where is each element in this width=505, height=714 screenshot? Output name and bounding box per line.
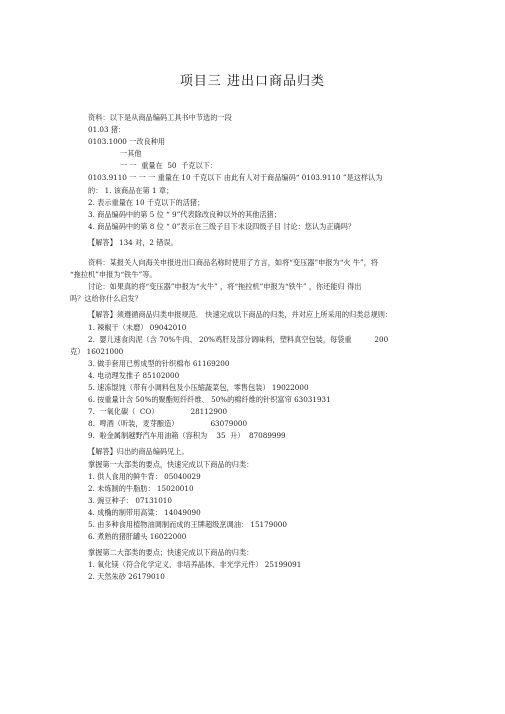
list-item: 2. 婴儿速食肉泥（含 70%牛肉、 20%鸡肝及部分调味料，塑料真空包装，每袋重 200 <box>88 334 389 344</box>
text-line: 掌握第二大部类的要点；快速完成以下商品的归类： <box>88 548 254 558</box>
text-line: 2. 表示重量在 10 千克以下的活猪； <box>88 197 205 207</box>
text-line: “拖拉机”申报为“铁牛”等。 <box>70 270 157 280</box>
text-line: 吗？这给你什么启发？ <box>70 294 142 304</box>
list-item: 9. 啦金属制越野汽车用油箱（容积为 35 升） 87089999 <box>88 431 286 441</box>
text-line: 0103.1000 一改良种用 <box>88 137 166 147</box>
list-item: 5. 由多种食用植物油调制而成的王牌超级烹调油： 15179000 <box>88 520 287 529</box>
text-line: 0103.9110 一 一 一 重量在 10 千克以下 由此有人对于商品编码“ 0103.9110 ”是这样认为 <box>88 173 383 183</box>
list-item: 4. 成椭的制带用高粱： 14049090 <box>88 507 201 517</box>
list-item: 8. 啤酒（听装，麦芽酿造） 63079000 <box>88 419 248 429</box>
text-line: 资料：某报关人向海关申报进出口商品名称时使用了方言，如将“变压器”申报为“火 牛”，将 <box>88 258 379 268</box>
document-body <box>70 112 488 583</box>
text-line: 的： 1. 该商品在第 1 章； <box>88 185 174 195</box>
list-item: 4. 电动理发推子 85102000 <box>88 370 180 380</box>
text-line: 讨论：如果真的将“变压器”申报为“火牛” ，将“拖拉机”申报为“铁牛” ，你还能归 得出 <box>88 282 362 292</box>
list-item: 7. 一氧化碳（ CO） 28112900 <box>88 407 228 417</box>
text-line: 4. 商品编码中的第 8 位 “ 0”表示在三级子目下未设四级子目 讨论：您认为正确吗？ <box>88 221 356 231</box>
text-line: 一 一 重量在 50 千克以下： <box>88 161 218 171</box>
list-item: 6. 按重量计含 50%的聚酯短纤纤维、 50%的棉纤维的针织富帘 63031931 <box>88 395 331 405</box>
page-title: 项目三 进出口商品归类 <box>179 74 326 89</box>
list-item: 2. 未炼制的牛脂肪： 15020010 <box>88 483 194 493</box>
list-item: 3. 豌豆种子： 07131010 <box>88 495 172 505</box>
list-item: 5. 速冻馄饨（带有小调料包及小压缩蔬菜包，零售包装） 19022000 <box>88 382 309 392</box>
text-line: 01.03 猪： <box>88 125 126 135</box>
list-item: 1. 供人食用的鲜牛背： 05040029 <box>88 471 201 481</box>
text-line: 3. 商品编码中的第 5 位 “ 9”代表除改良种以外的其他活猪； <box>88 209 281 219</box>
list-item: 2. 天然朱砂 26179010 <box>88 572 165 582</box>
list-item: 6. 煮熟的猪肝罐头 16022000 <box>88 532 187 542</box>
list-item: 1. 辣椒干（未磨） 09042010 <box>88 322 187 332</box>
text-line: 掌握第一大部类的要点，快速完成以下商品的归类： <box>88 459 254 469</box>
list-item: 3. 做手套用已剪成型的针织棉布 61169200 <box>88 358 230 368</box>
list-item: 1. 氧化镁（符合化学定义、非培养晶体、非光学元件） 25199091 <box>88 560 302 570</box>
text-line: 一其他 <box>88 149 142 159</box>
answer-line: 【解答】须遵循商品归类申报规范． 快速完成以下商品的归类，并对应上所采用的归类总规则： <box>88 310 393 320</box>
answer-line: 【解答】归出的商品编码见上。 <box>88 447 189 457</box>
list-item: 克） 16021000 <box>70 346 124 356</box>
text-line: 资料：以下是从商品编码工具书中节选的一段 <box>88 113 232 122</box>
answer-line: 【解答】 134 对，2 错误。 <box>88 237 178 247</box>
